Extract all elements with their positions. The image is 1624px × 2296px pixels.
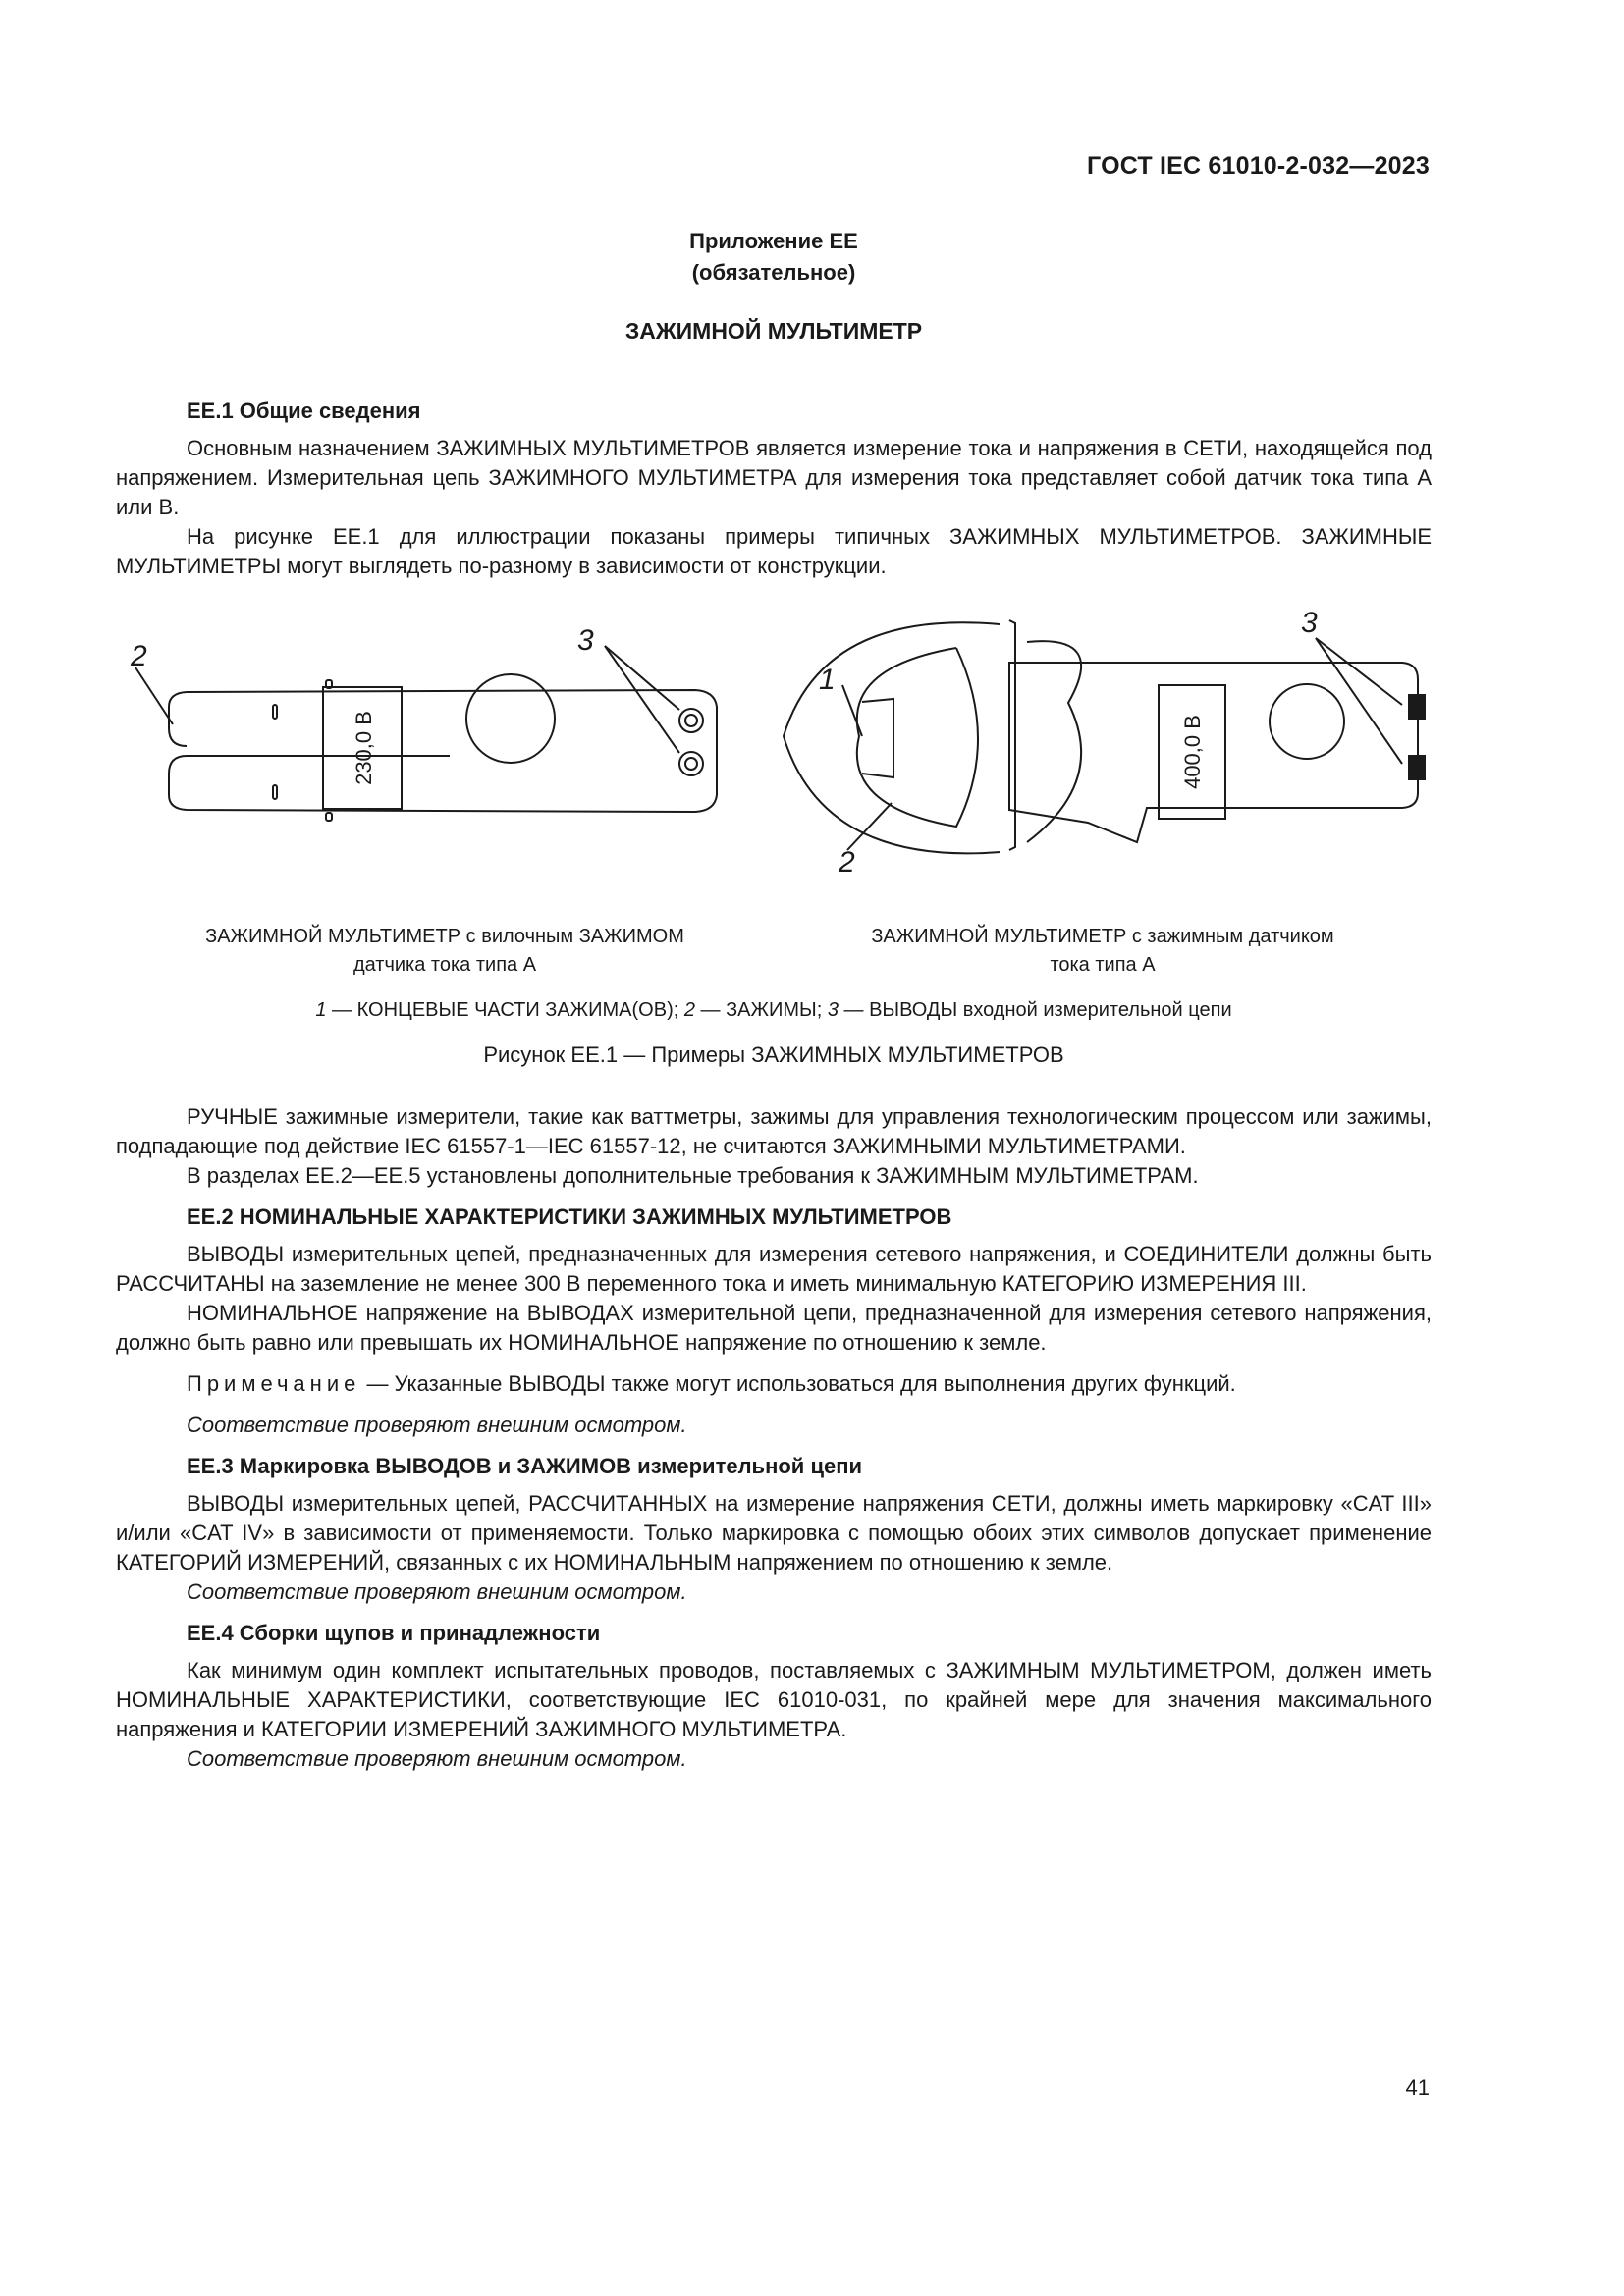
paragraph: НОМИНАЛЬНОЕ напряжение на ВЫВОДАХ измерительной цепи, предназначенной для измерения сетевого напряжения, должно быть равно или превышать их НОМИНАЛЬНОЕ напряжение по отношению к земле.	[116, 1301, 1432, 1355]
annex-heading	[116, 226, 1432, 289]
paragraph: На рисунке ЕЕ.1 для иллюстрации показаны примеры типичных ЗАЖИМНЫХ МУЛЬТИМЕТРОВ. ЗАЖИМНЫЕ МУЛЬТИМЕТРЫ могут выглядеть по-разному в зависимости от конструкции.	[116, 524, 1432, 578]
caption-line: ЗАЖИМНОЙ МУЛЬТИМЕТР с вилочным ЗАЖИМОМ	[205, 926, 684, 947]
annex-title: ЗАЖИМНОЙ МУЛЬТИМЕТР	[624, 318, 923, 344]
legend-text: — КОНЦЕВЫЕ ЧАСТИ ЗАЖИМА(ОВ);	[326, 999, 684, 1021]
section-heading: ЕЕ.4 Сборки щупов и принадлежности	[187, 1621, 601, 1645]
section-heading: ЕЕ.2 НОМИНАЛЬНЫЕ ХАРАКТЕРИСТИКИ ЗАЖИМНЫХ МУЛЬТИМЕТРОВ	[187, 1204, 952, 1229]
page-number: 41	[1405, 2075, 1430, 2100]
section-ee1	[116, 397, 1432, 581]
caption-left	[147, 923, 742, 980]
paragraph: Основным назначением ЗАЖИМНЫХ МУЛЬТИМЕТРОВ является измерение тока и напряжения в СЕТИ, находящейся под напряжением. Измерительная цепь ЗАЖИМНОГО МУЛЬТИМЕТРА для измерения тока представляет собой датчик тока типа A или B.	[116, 436, 1432, 519]
callout-2-left: 2	[131, 640, 147, 672]
legend-text: — ЗАЖИМЫ;	[694, 999, 828, 1021]
figure-title: Рисунок ЕЕ.1 — Примеры ЗАЖИМНЫХ МУЛЬТИМЕТРОВ	[483, 1042, 1064, 1067]
legend-key: 1	[315, 999, 327, 1021]
compliance-check: Соответствие проверяют внешним осмотром.	[187, 1413, 687, 1437]
section-heading: ЕЕ.3 Маркировка ВЫВОДОВ и ЗАЖИМОВ измерительной цепи	[187, 1454, 863, 1478]
figure-legend	[116, 999, 1432, 1022]
standard-designation: ГОСТ IEC 61010-2-032—2023	[1087, 152, 1430, 180]
caption-line: датчика тока типа А	[352, 954, 537, 976]
section-after-figure	[116, 1102, 1432, 1774]
jaw-clamp-multimeter	[784, 620, 1425, 853]
caption-line: ЗАЖИМНОЙ МУЛЬТИМЕТР с зажимным датчиком	[871, 926, 1334, 947]
paragraph: РУЧНЫЕ зажимные измерители, такие как ваттметры, зажимы для управления технологическим процессом или зажимы, подпадающие под действие IEC 61557-1—IEC 61557-12, не считаются ЗАЖИМНЫМИ МУЛЬТИМЕТРАМИ.	[116, 1104, 1432, 1158]
display-reading-left: 230,0 В	[352, 711, 376, 785]
note-text: — Указанные ВЫВОДЫ также могут использоваться для выполнения других функций.	[360, 1371, 1236, 1396]
paragraph: ВЫВОДЫ измерительных цепей, предназначенных для измерения сетевого напряжения, и СОЕДИНИТЕЛИ должны быть РАССЧИТАНЫ на заземление не менее 300 В переменного тока и иметь минимальную КАТЕГОРИЮ ИЗМЕРЕНИЯ III.	[116, 1242, 1432, 1296]
annex-status: (обязательное)	[691, 260, 856, 285]
caption-right	[805, 923, 1400, 980]
paragraph: Как минимум один комплект испытательных проводов, поставляемых с ЗАЖИМНЫМ МУЛЬТИМЕТРОМ, должен иметь НОМИНАЛЬНЫЕ ХАРАКТЕРИСТИКИ, соответствующие IEC 61010-031, по крайней мере для значения максимального напряжения и КАТЕГОРИИ ИЗМЕРЕНИЙ ЗАЖИМНОГО МУЛЬТИМЕТРА.	[116, 1658, 1432, 1741]
terminal-1	[1409, 695, 1425, 719]
callout-2-right: 2	[839, 846, 855, 879]
annex-number: Приложение ЕЕ	[689, 229, 858, 253]
note	[116, 1369, 1432, 1399]
figure-drawing	[116, 609, 1432, 923]
caption-line: тока типа А	[1050, 954, 1156, 976]
terminal-1	[679, 709, 703, 732]
callout-1-right: 1	[819, 664, 836, 696]
note-label: Примечание	[187, 1371, 361, 1396]
terminal-2	[679, 752, 703, 775]
section-heading: ЕЕ.1 Общие сведения	[187, 399, 421, 423]
paragraph: ВЫВОДЫ измерительных цепей, РАССЧИТАННЫХ на измерение напряжения СЕТИ, должны иметь маркировку «CAT III» и/или «CAT IV» в зависимости от применяемости. Только маркировка с помощью обоих этих символов допускает применение КАТЕГОРИЙ ИЗМЕРЕНИЙ, связанных с их НОМИНАЛЬНЫМ напряжением по отношению к земле.	[116, 1491, 1432, 1575]
figure-ee1	[116, 609, 1432, 923]
rotary-dial	[466, 674, 555, 763]
compliance-check: Соответствие проверяют внешним осмотром.	[187, 1579, 687, 1604]
fork-clamp-multimeter	[135, 646, 717, 821]
legend-text: — ВЫВОДЫ входной измерительной цепи	[838, 999, 1232, 1021]
compliance-check: Соответствие проверяют внешним осмотром.	[187, 1746, 687, 1771]
display-reading-right: 400,0 В	[1180, 715, 1205, 789]
terminal-2	[1409, 756, 1425, 779]
callout-3-left: 3	[577, 624, 594, 657]
legend-key: 2	[683, 999, 695, 1021]
callout-3-right: 3	[1301, 609, 1318, 639]
legend-key: 3	[827, 999, 839, 1021]
paragraph: В разделах ЕЕ.2—ЕЕ.5 установлены дополнительные требования к ЗАЖИМНЫМ МУЛЬТИМЕТРАМ.	[187, 1163, 1199, 1188]
rotary-dial	[1270, 684, 1344, 759]
